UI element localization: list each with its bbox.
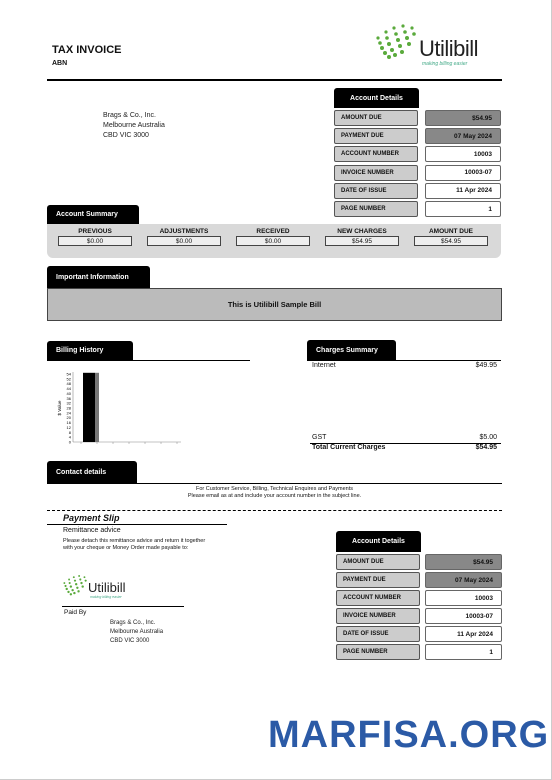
history-bar — [95, 373, 99, 442]
detail-value-payment-due: 07 May 2024 — [425, 128, 501, 144]
gst-value: $5.00 — [479, 434, 497, 441]
history-bar — [83, 373, 95, 442]
charge-row-total — [312, 444, 497, 451]
summary-col-value: $54.95 — [325, 236, 399, 246]
detail-label-payment-due: PAYMENT DUE — [336, 572, 420, 588]
contact-line-1: For Customer Service, Billing, Technical Enquires and Payments — [195, 486, 354, 492]
account-summary-header: Account Summary — [47, 205, 139, 224]
detail-label-invoice-number: INVOICE NUMBER — [336, 608, 420, 624]
detail-value-amount-due: $54.95 — [425, 554, 502, 570]
charge-row-gst — [312, 434, 497, 441]
summary-col-value: $0.00 — [147, 236, 221, 246]
watermark-part-1: MAR — [268, 714, 358, 756]
logo-mark-icon — [374, 24, 418, 62]
y-tick-label: 28 — [66, 405, 71, 411]
customer-postcode: CBD VIC 3000 — [103, 132, 149, 139]
detail-value-amount-due: $54.95 — [425, 110, 501, 126]
summary-col-head: AMOUNT DUE — [428, 228, 474, 235]
slip-customer-postcode: CBD VIC 3000 — [110, 638, 150, 644]
utilibill-logo — [374, 24, 479, 67]
detail-label-amount-due: AMOUNT DUE — [336, 554, 420, 570]
detail-value-invoice-number: 10003-07 — [425, 608, 502, 624]
customer-name: Brags & Co., Inc. — [103, 112, 156, 119]
charges-summary-header: Charges Summary — [307, 340, 396, 360]
important-info-box: This is Utilibill Sample Bill — [47, 288, 502, 321]
watermark-part-2: FISA.ORG — [357, 714, 550, 756]
summary-col-amount-due — [414, 228, 488, 246]
slip-customer-name: Brags & Co., Inc. — [110, 620, 156, 626]
detail-value-payment-due: 07 May 2024 — [425, 572, 502, 588]
y-tick-label: 54 — [66, 371, 71, 377]
customer-address — [103, 111, 165, 141]
account-details-header: Account Details — [334, 88, 419, 108]
y-tick-label: 44 — [66, 386, 71, 392]
y-tick-label: 24 — [66, 410, 71, 416]
page-title: TAX INVOICE — [52, 44, 122, 56]
logo-wordmark: Utilibill — [419, 36, 479, 61]
header-divider — [47, 79, 502, 81]
detail-label-account-number: ACCOUNT NUMBER — [336, 590, 420, 606]
watermark — [268, 714, 549, 757]
y-tick-label: 40 — [66, 390, 71, 396]
y-tick-label: 36 — [66, 395, 71, 401]
summary-col-received — [236, 228, 310, 246]
detail-value-account-number: 10003 — [425, 590, 502, 606]
paid-by-rule — [62, 606, 184, 607]
contact-details-header: Contact details — [47, 461, 137, 483]
logo-mark-small-icon — [62, 574, 88, 598]
utilibill-logo-small — [62, 574, 126, 603]
abn-label: ABN — [52, 60, 68, 67]
y-tick-label: 12 — [66, 424, 71, 430]
y-tick-label: 32 — [66, 400, 71, 406]
billing-history-chart — [55, 368, 185, 450]
summary-col-head: NEW CHARGES — [337, 228, 387, 235]
detail-label-page-number: PAGE NUMBER — [334, 201, 418, 217]
summary-col-value: $54.95 — [414, 236, 488, 246]
slip-customer-address — [110, 619, 163, 646]
detach-line-1: Please detach this remittance advice and return it together — [63, 538, 206, 544]
payment-slip-title: Payment Slip — [63, 513, 120, 523]
slip-account-details-header: Account Details — [336, 531, 421, 552]
internet-label: Internet — [312, 362, 336, 369]
y-tick-label: 0 — [68, 439, 71, 445]
y-tick-label: 16 — [66, 420, 71, 426]
detail-value-date-of-issue: 11 Apr 2024 — [425, 626, 502, 642]
detail-label-payment-due: PAYMENT DUE — [334, 128, 418, 144]
detail-label-invoice-number: INVOICE NUMBER — [334, 165, 418, 181]
detach-line-2: with your cheque or Money Order made payable to: — [63, 545, 189, 551]
internet-value: $49.95 — [475, 362, 497, 369]
total-label: Total Current Charges — [312, 444, 386, 451]
y-tick-label: 48 — [66, 381, 71, 387]
payment-slip-rule — [47, 524, 227, 525]
y-tick-label: 52 — [66, 376, 71, 382]
contact-line-2: Please email as at and include your account number in the subject line. — [187, 493, 362, 499]
gst-label: GST — [312, 434, 327, 441]
detail-label-account-number: ACCOUNT NUMBER — [334, 146, 418, 162]
paid-by-label: Paid By — [64, 609, 87, 616]
billing-history-header: Billing History — [47, 341, 133, 360]
remittance-label: Remittance advice — [63, 527, 121, 534]
important-info-header: Important Information — [47, 266, 150, 288]
detail-value-page-number: 1 — [425, 644, 502, 660]
slip-customer-city: Melbourne Australia — [110, 629, 164, 635]
summary-col-new-charges — [325, 228, 399, 246]
logo-tagline: making billing easier — [422, 61, 468, 67]
summary-col-head: RECEIVED — [256, 228, 290, 235]
summary-col-head: PREVIOUS — [78, 228, 112, 235]
contact-rule — [47, 483, 502, 484]
y-tick-label: 4 — [68, 434, 71, 440]
summary-col-value: $0.00 — [236, 236, 310, 246]
detail-label-amount-due: AMOUNT DUE — [334, 110, 418, 126]
y-axis-label: $ Value — [57, 400, 62, 416]
charge-row-internet — [312, 362, 497, 369]
billing-history-rule — [47, 360, 250, 361]
summary-col-value: $0.00 — [58, 236, 132, 246]
detail-value-account-number: 10003 — [425, 146, 501, 162]
summary-col-adjustments — [147, 228, 221, 246]
detail-label-page-number: PAGE NUMBER — [336, 644, 420, 660]
detail-value-page-number: 1 — [425, 201, 501, 217]
y-tick-label: 8 — [68, 429, 71, 435]
detail-value-invoice-number: 10003-07 — [425, 165, 501, 181]
charges-summary-rule — [307, 360, 501, 361]
detail-value-date-of-issue: 11 Apr 2024 — [425, 183, 501, 199]
detail-label-date-of-issue: DATE OF ISSUE — [336, 626, 420, 642]
customer-city: Melbourne Australia — [103, 122, 165, 129]
summary-col-previous — [58, 228, 132, 246]
logo-wordmark-small: Utilibill — [88, 580, 126, 595]
detail-label-date-of-issue: DATE OF ISSUE — [334, 183, 418, 199]
y-tick-label: 20 — [66, 415, 71, 421]
logo-tagline-small: making billing easier — [90, 595, 122, 599]
total-value: $54.95 — [475, 444, 497, 451]
tear-line — [47, 510, 502, 511]
summary-col-head: ADJUSTMENTS — [159, 228, 209, 235]
